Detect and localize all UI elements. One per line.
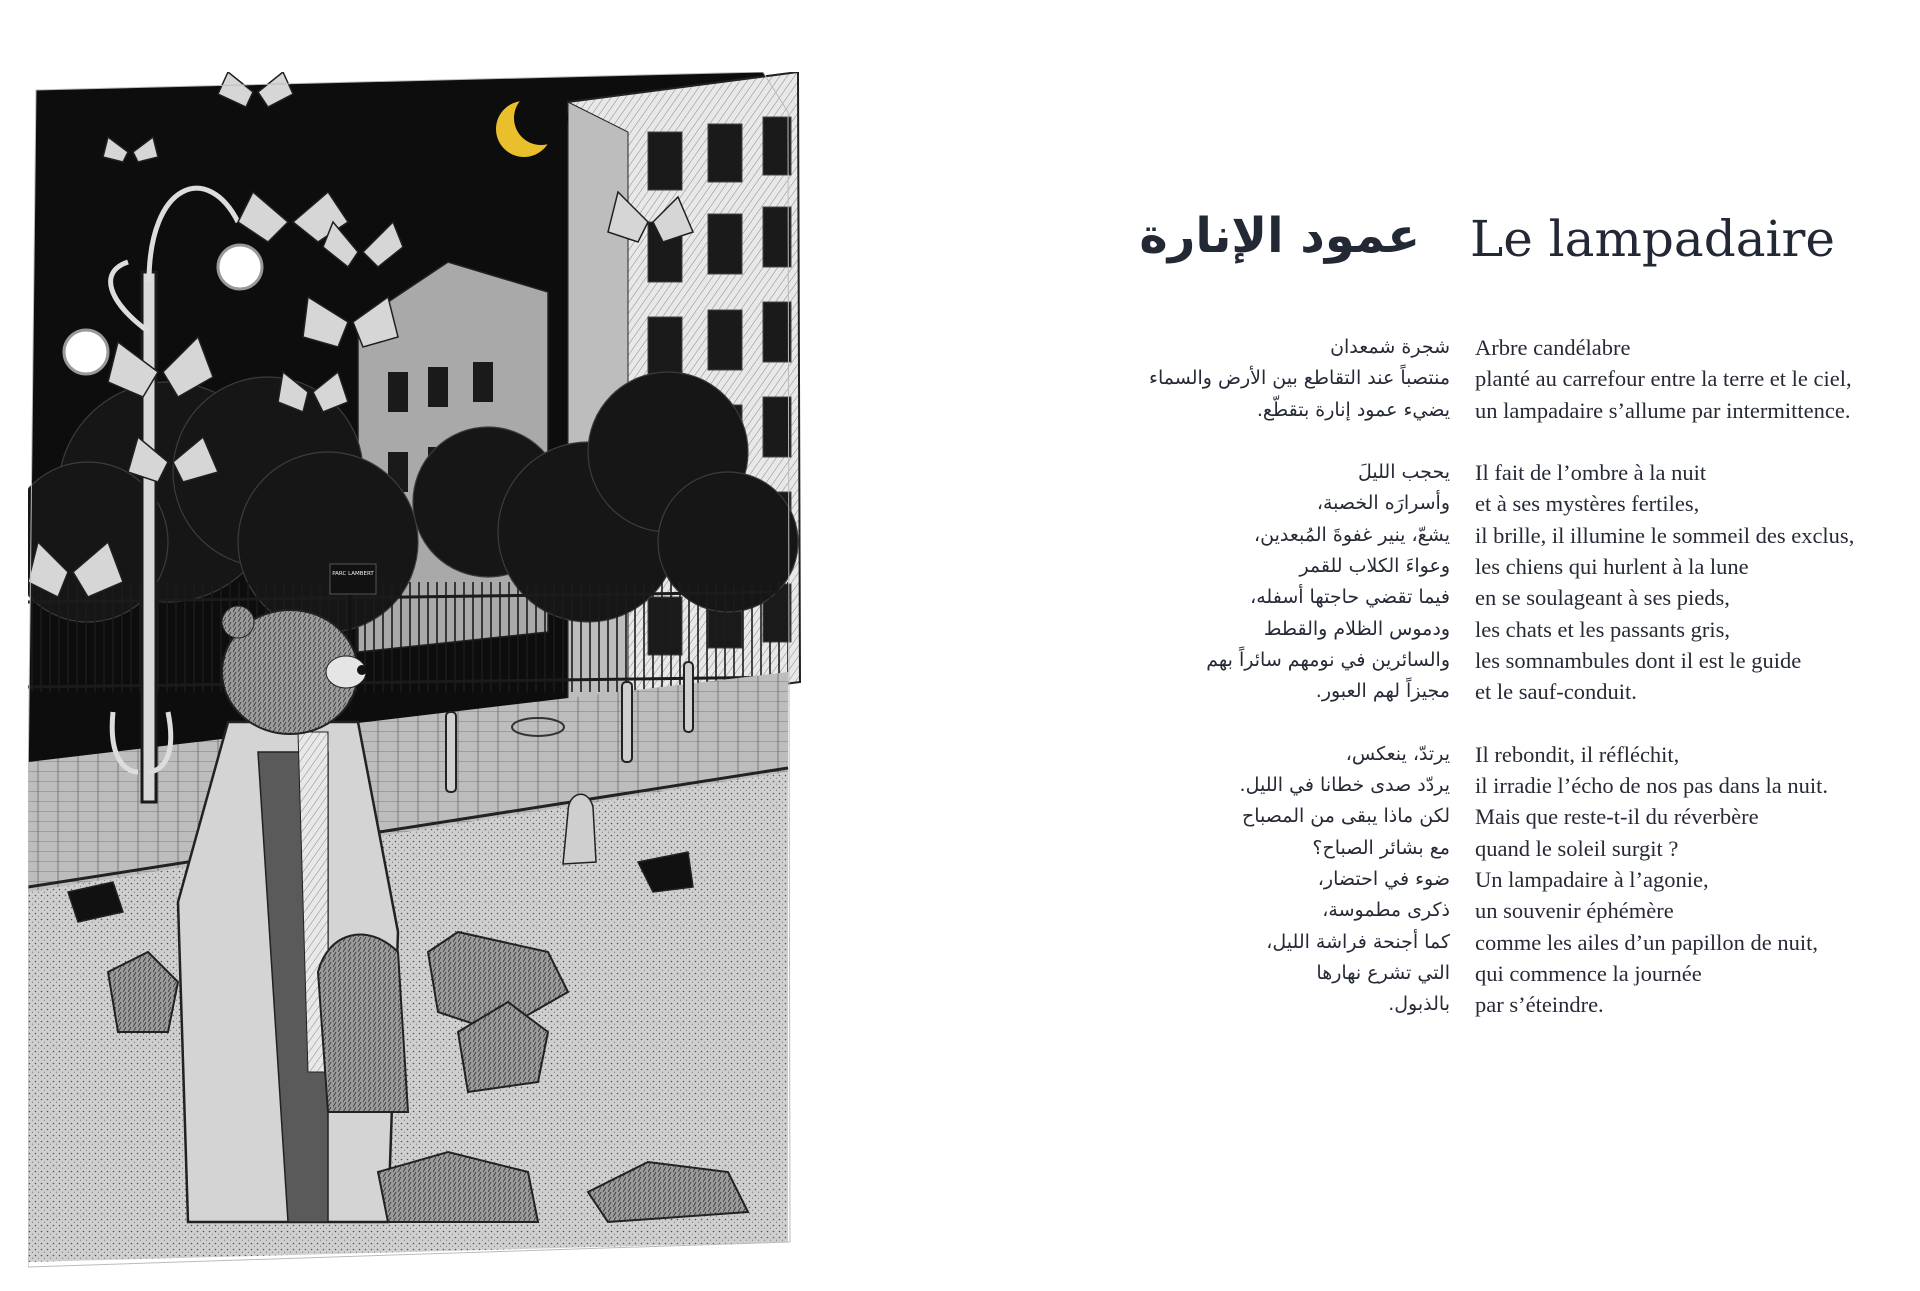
poem-line: وأسرارَه الخصبة، xyxy=(1316,492,1450,515)
title-arabic: عمود الإنارة xyxy=(1139,208,1420,264)
poem-line: ضوء في احتضار، xyxy=(1317,868,1450,891)
poem-line: يردّد صدى خطانا في الليل. xyxy=(1239,774,1450,797)
poem-line: Il rebondit, il réfléchit, xyxy=(1475,741,1680,767)
stanza-arabic-2 xyxy=(1030,457,1450,707)
poem-line: والسائرين في نومهم سائراً بهم xyxy=(1206,648,1450,671)
poem-line: et à ses mystères fertiles, xyxy=(1475,491,1700,517)
poem-line: مجيزاً لهم العبور. xyxy=(1315,680,1450,703)
poem-line: les chiens qui hurlent à la lune xyxy=(1475,554,1749,580)
poem-line: وعواءَ الكلاب للقمر xyxy=(1299,555,1450,578)
poem-arabic xyxy=(1030,332,1450,1052)
poem-line: les chats et les passants gris, xyxy=(1475,616,1730,642)
poem-line: كما أجنحة فراشة الليل، xyxy=(1266,930,1450,953)
poem-line: en se soulageant à ses pieds, xyxy=(1475,585,1730,611)
poem-line: Un lampadaire à l’agonie, xyxy=(1475,867,1709,893)
poem-line: لكن ماذا يبقى من المصباح xyxy=(1241,805,1450,828)
poem-line: il irradie l’écho de nos pas dans la nuit. xyxy=(1475,773,1829,799)
title-french: Le lampadaire xyxy=(1470,210,1836,268)
poem-line: يحجب الليلَ xyxy=(1358,461,1450,484)
poem-line: par s’éteindre. xyxy=(1475,992,1604,1018)
poem-line: comme les ailes d’un papillon de nuit, xyxy=(1475,929,1819,955)
poem-line: فيما تقضي حاجتها أسفله، xyxy=(1250,586,1450,609)
poem-line: il brille, il illumine le sommeil des exclus, xyxy=(1475,522,1855,548)
poem-line: منتصباً عند التقاطع بين الأرض والسماء xyxy=(1149,367,1450,390)
poem-line: ذكرى مطموسة، xyxy=(1322,899,1450,922)
stanza-arabic-3 xyxy=(1030,739,1450,1021)
poem-line: Il fait de l’ombre à la nuit xyxy=(1475,460,1707,486)
poem-line: et le sauf-conduit. xyxy=(1475,679,1637,705)
poem-line: un lampadaire s’allume par intermittence. xyxy=(1475,397,1851,423)
stanza-arabic-1 xyxy=(1030,332,1450,426)
poem-line: planté au carrefour entre la terre et le ciel, xyxy=(1475,366,1852,392)
poem-line: يرتدّ، ينعكس، xyxy=(1345,742,1450,765)
poem-line: التي تشرع نهارها xyxy=(1316,961,1450,984)
stanza-french-3 xyxy=(1475,739,1915,1021)
poem-line: بالذبول. xyxy=(1388,993,1450,1016)
poem-french xyxy=(1475,332,1915,1052)
poem-line: quand le soleil surgit ? xyxy=(1475,835,1679,861)
stanza-french-1 xyxy=(1475,332,1915,426)
poem-line: un souvenir éphémère xyxy=(1475,898,1674,924)
poem-line: يشعّ، ينير غفوةَ المُبعدين، xyxy=(1254,523,1450,546)
night-street-illustration xyxy=(28,72,988,1272)
poem-line: يضيء عمود إنارة بتقطّع. xyxy=(1256,398,1450,421)
stanza-french-2 xyxy=(1475,457,1915,707)
park-sign-label: PARC LAMBERT xyxy=(332,571,374,577)
poem-line: شجرة شمعدان xyxy=(1330,336,1450,358)
poem-line: les somnambules dont il est le guide xyxy=(1475,647,1802,673)
poem-line: مع بشائر الصباح؟ xyxy=(1312,836,1450,859)
poem-line: ودموس الظلام والقطط xyxy=(1263,617,1450,640)
poem-line: Mais que reste-t-il du réverbère xyxy=(1475,804,1759,830)
poem-line: Arbre candélabre xyxy=(1475,335,1631,360)
poem-line: qui commence la journée xyxy=(1475,960,1702,986)
